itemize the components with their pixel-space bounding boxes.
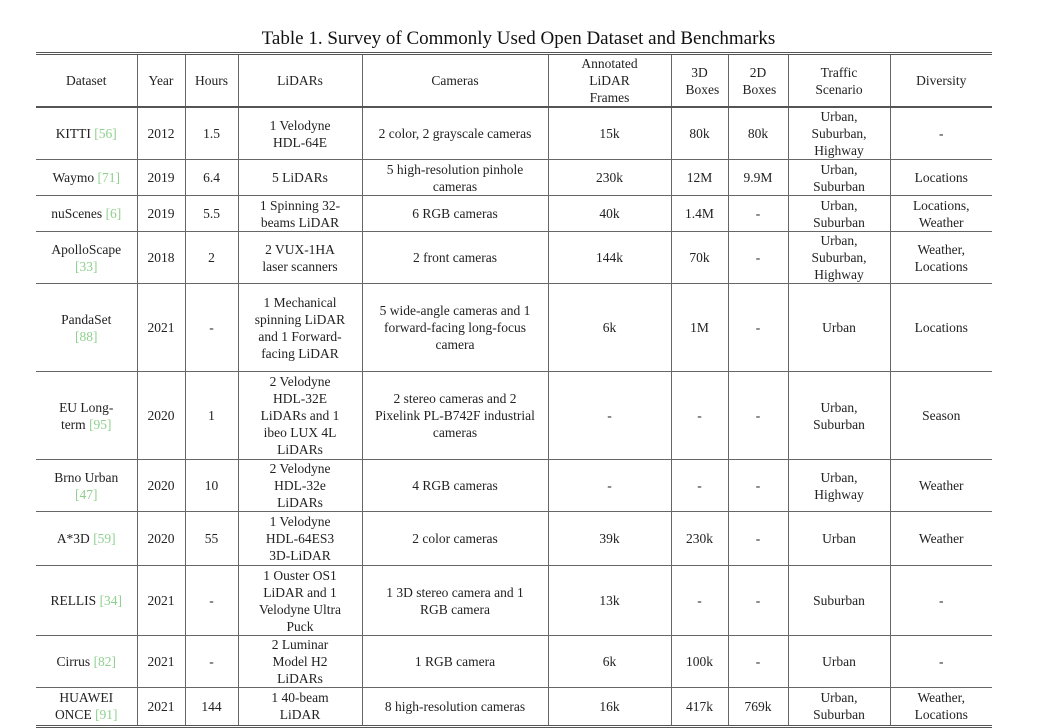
cell-traffic-scenario xyxy=(788,160,890,196)
cell-lidars-text: 2 Velodyne HDL-32E LiDARs and 1 ibeo LUX 4L LiDARs xyxy=(260,374,340,457)
cell-lidars xyxy=(238,284,362,372)
cell-year-text: 2021 xyxy=(147,593,175,608)
cell-lidars-text: 2 VUX-1HA laser scanners xyxy=(262,241,338,274)
cell-3d-boxes xyxy=(671,284,728,372)
cell-hours-text: 55 xyxy=(204,531,219,546)
cell-lidars-text: 5 LiDARs xyxy=(272,170,328,185)
cell-2d-boxes-text: 769k xyxy=(744,698,772,714)
cell-cameras xyxy=(362,512,548,566)
cell-traffic-scenario xyxy=(788,107,890,160)
table-row xyxy=(36,284,992,372)
cell-diversity xyxy=(890,160,992,196)
cell-diversity-text: Season xyxy=(922,408,961,423)
cell-3d-boxes-text: - xyxy=(697,408,702,423)
cell-traffic-scenario-text: Urban, Highway xyxy=(814,469,864,502)
cell-diversity-text: Weather xyxy=(918,478,964,493)
cell-2d-boxes-text: - xyxy=(755,593,761,608)
cell-hours-text: 1 xyxy=(208,408,215,423)
cell-annotated-frames xyxy=(548,107,671,160)
cell-3d-boxes-text: 80k xyxy=(689,126,710,141)
survey-table-container xyxy=(36,52,992,728)
cell-lidars-text: 1 Velodyne HDL-64E xyxy=(269,117,331,150)
cell-cameras xyxy=(362,460,548,512)
cell-cameras-text: 2 front cameras xyxy=(413,250,497,265)
cell-cameras xyxy=(362,636,548,688)
cell-cameras-text: 2 color, 2 grayscale cameras xyxy=(378,126,532,141)
dataset-name: nuScenes xyxy=(51,206,103,221)
cell-lidars-text: 2 Velodyne HDL-32e LiDARs xyxy=(269,461,331,510)
cell-3d-boxes-text: 70k xyxy=(689,250,710,265)
cell-lidars xyxy=(238,636,362,688)
cell-lidars-text: 1 Ouster OS1 LiDAR and 1 Velodyne Ultra Puck xyxy=(258,567,342,634)
header-annotated-frames: Annotated LiDAR Frames xyxy=(548,55,671,107)
cell-hours xyxy=(185,284,238,372)
citation-link[interactable]: [33] xyxy=(75,258,98,274)
cell-annotated-frames-text: 230k xyxy=(596,170,623,185)
citation-link[interactable]: [88] xyxy=(75,328,98,344)
cell-annotated-frames-text: 39k xyxy=(599,531,620,546)
cell-traffic-scenario-text: Urban, Suburban xyxy=(813,399,865,432)
citation-link[interactable]: [95] xyxy=(89,416,112,432)
cell-hours xyxy=(185,688,238,725)
citation-link[interactable]: [71] xyxy=(97,170,121,185)
header-year: Year xyxy=(137,55,185,107)
cell-year xyxy=(137,196,185,232)
cell-3d-boxes xyxy=(671,636,728,688)
cell-year-text: 2021 xyxy=(147,320,175,335)
cell-2d-boxes-text: - xyxy=(755,408,761,423)
cell-annotated-frames xyxy=(548,460,671,512)
cell-hours xyxy=(185,636,238,688)
cell-annotated-frames xyxy=(548,372,671,460)
dataset-name: HUAWEI ONCE xyxy=(54,690,114,723)
cell-hours-text: 144 xyxy=(201,698,222,714)
cell-3d-boxes xyxy=(671,566,728,636)
cell-year xyxy=(137,284,185,372)
table-row xyxy=(36,196,992,232)
cell-diversity xyxy=(890,284,992,372)
cell-annotated-frames xyxy=(548,284,671,372)
cell-2d-boxes-text: - xyxy=(755,478,761,493)
cell-hours xyxy=(185,372,238,460)
cell-cameras xyxy=(362,372,548,460)
header-hours: Hours xyxy=(185,55,238,107)
cell-traffic-scenario-text: Urban, Suburban xyxy=(813,690,865,723)
cell-annotated-frames xyxy=(548,160,671,196)
header-traffic-scenario: Traffic Scenario xyxy=(788,55,890,107)
cell-2d-boxes-text: - xyxy=(755,320,761,335)
cell-lidars-text: 2 Luminar Model H2 LiDARs xyxy=(271,637,329,686)
cell-cameras xyxy=(362,688,548,725)
cell-2d-boxes xyxy=(728,460,788,512)
cell-diversity xyxy=(890,688,992,725)
cell-cameras-text: 6 RGB cameras xyxy=(412,206,498,221)
cell-2d-boxes xyxy=(728,512,788,566)
cell-cameras-text: 4 RGB cameras xyxy=(412,478,498,493)
cell-cameras xyxy=(362,196,548,232)
cell-traffic-scenario-text: Urban xyxy=(822,531,856,546)
cell-2d-boxes-text: - xyxy=(755,654,761,669)
cell-3d-boxes-text: 1.4M xyxy=(685,206,714,221)
citation-link[interactable]: [82] xyxy=(93,654,117,669)
cell-annotated-frames xyxy=(548,688,671,725)
cell-3d-boxes xyxy=(671,196,728,232)
cell-traffic-scenario xyxy=(788,460,890,512)
cell-lidars xyxy=(238,232,362,284)
cell-cameras xyxy=(362,284,548,372)
cell-hours xyxy=(185,460,238,512)
cell-year xyxy=(137,372,185,460)
cell-year-text: 2020 xyxy=(147,478,175,493)
cell-hours xyxy=(185,107,238,160)
cell-cameras-text: 1 3D stereo camera and 1 RGB camera xyxy=(386,584,524,617)
cell-2d-boxes-text: 9.9M xyxy=(743,170,773,185)
cell-traffic-scenario xyxy=(788,372,890,460)
table-row xyxy=(36,460,992,512)
table-row xyxy=(36,512,992,566)
cell-annotated-frames xyxy=(548,512,671,566)
cell-traffic-scenario-text: Urban, Suburban, Highway xyxy=(811,233,867,282)
cell-3d-boxes-text: 230k xyxy=(686,531,713,546)
cell-diversity-text: Weather, Locations xyxy=(914,690,968,723)
header-row xyxy=(36,55,992,107)
cell-annotated-frames xyxy=(548,232,671,284)
cell-cameras-text: 8 high-resolution cameras xyxy=(384,698,526,714)
cell-lidars-text: 1 Velodyne HDL-64ES3 3D-LiDAR xyxy=(265,514,335,563)
cell-diversity xyxy=(890,566,992,636)
table-row xyxy=(36,372,992,460)
citation-link[interactable]: [6] xyxy=(105,206,122,221)
cell-cameras-text: 2 stereo cameras and 2 Pixelink PL-B742F industrial cameras xyxy=(375,391,535,440)
cell-dataset xyxy=(36,636,137,688)
cell-diversity xyxy=(890,232,992,284)
citation-link[interactable]: [59] xyxy=(93,531,116,546)
cell-2d-boxes xyxy=(728,232,788,284)
cell-annotated-frames-text: 15k xyxy=(599,126,620,141)
cell-dataset xyxy=(36,284,137,372)
cell-traffic-scenario-text: Urban, Suburban xyxy=(813,161,865,194)
cell-hours xyxy=(185,232,238,284)
dataset-name: KITTI xyxy=(55,126,91,141)
cell-dataset xyxy=(36,512,137,566)
cell-2d-boxes xyxy=(728,688,788,725)
citation-link[interactable]: [34] xyxy=(99,593,123,608)
cell-year xyxy=(137,160,185,196)
table-row xyxy=(36,160,992,196)
cell-lidars-text: 1 Mechanical spinning LiDAR and 1 Forward-facing LiDAR xyxy=(254,294,346,361)
table-row xyxy=(36,232,992,284)
cell-annotated-frames-text: 16k xyxy=(599,698,620,714)
cell-traffic-scenario-text: Urban xyxy=(822,320,856,335)
cell-lidars xyxy=(238,107,362,160)
cell-diversity-text: Weather xyxy=(918,531,964,546)
cell-3d-boxes-text: - xyxy=(697,593,702,608)
cell-2d-boxes xyxy=(728,160,788,196)
cell-year-text: 2012 xyxy=(147,126,175,141)
cell-hours-text: - xyxy=(209,593,214,608)
cell-cameras xyxy=(362,160,548,196)
cell-2d-boxes-text: - xyxy=(755,250,761,265)
cell-dataset xyxy=(36,232,137,284)
cell-hours-text: - xyxy=(209,654,214,669)
cell-lidars xyxy=(238,196,362,232)
cell-hours-text: 10 xyxy=(204,478,219,493)
cell-2d-boxes xyxy=(728,196,788,232)
cell-year xyxy=(137,460,185,512)
header-2d-boxes: 2D Boxes xyxy=(728,55,788,107)
cell-lidars xyxy=(238,566,362,636)
cell-diversity-text: - xyxy=(939,593,944,608)
cell-traffic-scenario-text: Urban xyxy=(822,654,856,669)
header-diversity: Diversity xyxy=(890,55,992,107)
cell-3d-boxes xyxy=(671,372,728,460)
dataset-name: Waymo xyxy=(52,170,95,185)
cell-dataset xyxy=(36,372,137,460)
cell-annotated-frames-text: 6k xyxy=(602,320,617,335)
cell-traffic-scenario xyxy=(788,688,890,725)
cell-2d-boxes-text: 80k xyxy=(747,126,769,141)
cell-traffic-scenario xyxy=(788,512,890,566)
header-dataset: Dataset xyxy=(36,55,137,107)
cell-lidars-text: 1 Spinning 32-beams LiDAR xyxy=(259,197,341,230)
cell-hours xyxy=(185,512,238,566)
cell-2d-boxes xyxy=(728,284,788,372)
cell-3d-boxes xyxy=(671,107,728,160)
table-caption: Table 1. Survey of Commonly Used Open Dataset and Benchmarks xyxy=(261,28,776,49)
cell-year-text: 2021 xyxy=(147,698,175,714)
cell-diversity-text: Locations, Weather xyxy=(912,197,970,230)
cell-year xyxy=(137,688,185,725)
cell-2d-boxes xyxy=(728,566,788,636)
cell-year-text: 2020 xyxy=(147,408,175,423)
header-3d-boxes: 3D Boxes xyxy=(671,55,728,107)
dataset-name: PandaSet xyxy=(61,311,112,327)
table-row xyxy=(36,636,992,688)
cell-2d-boxes-text: - xyxy=(755,206,761,221)
cell-2d-boxes xyxy=(728,107,788,160)
cell-lidars xyxy=(238,160,362,196)
cell-3d-boxes-text: 417k xyxy=(686,698,713,714)
survey-table xyxy=(36,55,992,725)
cell-annotated-frames-text: 13k xyxy=(599,593,620,608)
cell-year xyxy=(137,107,185,160)
cell-diversity xyxy=(890,512,992,566)
cell-cameras-text: 5 wide-angle cameras and 1 forward-facing long-focus camera xyxy=(379,303,531,352)
cell-lidars xyxy=(238,460,362,512)
cell-3d-boxes xyxy=(671,512,728,566)
header-lidars: LiDARs xyxy=(238,55,362,107)
cell-lidars-text: 1 40-beam LiDAR xyxy=(271,690,329,723)
cell-diversity-text: Weather, Locations xyxy=(914,241,968,274)
cell-annotated-frames-text: 144k xyxy=(596,250,623,265)
table-row xyxy=(36,107,992,160)
cell-2d-boxes xyxy=(728,372,788,460)
cell-year xyxy=(137,636,185,688)
dataset-name: Cirrus xyxy=(56,654,91,669)
cell-cameras-text: 1 RGB camera xyxy=(414,654,496,669)
cell-year-text: 2018 xyxy=(147,250,175,265)
cell-traffic-scenario-text: Suburban xyxy=(813,593,865,608)
cell-3d-boxes xyxy=(671,232,728,284)
cell-dataset xyxy=(36,460,137,512)
cell-diversity xyxy=(890,636,992,688)
cell-diversity xyxy=(890,460,992,512)
cell-year-text: 2021 xyxy=(147,654,175,669)
cell-annotated-frames xyxy=(548,196,671,232)
cell-hours xyxy=(185,566,238,636)
cell-hours-text: 6.4 xyxy=(203,170,220,185)
cell-lidars xyxy=(238,372,362,460)
cell-cameras-text: 2 color cameras xyxy=(412,531,498,546)
cell-diversity xyxy=(890,372,992,460)
cell-3d-boxes-text: 1M xyxy=(690,320,709,335)
cell-2d-boxes xyxy=(728,636,788,688)
cell-traffic-scenario-text: Urban, Suburban, Highway xyxy=(811,109,867,158)
header-cameras: Cameras xyxy=(362,55,548,107)
cell-hours-text: 2 xyxy=(208,250,215,265)
dataset-name: A*3D xyxy=(56,531,90,546)
cell-year xyxy=(137,232,185,284)
cell-3d-boxes xyxy=(671,688,728,725)
cell-year xyxy=(137,512,185,566)
cell-traffic-scenario xyxy=(788,232,890,284)
cell-hours xyxy=(185,196,238,232)
cell-annotated-frames xyxy=(548,566,671,636)
cell-cameras xyxy=(362,232,548,284)
dataset-name: EU Long-term xyxy=(59,399,114,432)
cell-diversity-text: Locations xyxy=(914,170,968,185)
table-row xyxy=(36,688,992,725)
cell-annotated-frames-text: - xyxy=(607,478,612,493)
cell-year-text: 2019 xyxy=(147,206,175,221)
dataset-name: Brno Urban xyxy=(54,469,119,485)
cell-hours-text: - xyxy=(209,320,214,335)
citation-link[interactable]: [47] xyxy=(75,486,98,502)
cell-diversity-text: - xyxy=(939,654,944,669)
cell-cameras xyxy=(362,107,548,160)
cell-dataset xyxy=(36,196,137,232)
dataset-name: RELLIS xyxy=(50,593,97,608)
cell-hours xyxy=(185,160,238,196)
cell-year-text: 2019 xyxy=(147,170,175,185)
cell-traffic-scenario-text: Urban, Suburban xyxy=(813,197,865,230)
citation-link[interactable]: [91] xyxy=(95,707,118,723)
cell-3d-boxes-text: 12M xyxy=(686,170,713,185)
cell-year-text: 2020 xyxy=(147,531,175,546)
cell-hours-text: 1.5 xyxy=(203,126,220,141)
cell-annotated-frames-text: 40k xyxy=(599,206,620,221)
cell-traffic-scenario xyxy=(788,636,890,688)
cell-dataset xyxy=(36,566,137,636)
citation-link[interactable]: [56] xyxy=(94,126,117,141)
cell-traffic-scenario xyxy=(788,284,890,372)
cell-3d-boxes xyxy=(671,160,728,196)
cell-annotated-frames xyxy=(548,636,671,688)
cell-dataset xyxy=(36,107,137,160)
cell-diversity xyxy=(890,107,992,160)
cell-3d-boxes xyxy=(671,460,728,512)
cell-hours-text: 5.5 xyxy=(203,206,220,221)
cell-traffic-scenario xyxy=(788,196,890,232)
cell-lidars xyxy=(238,512,362,566)
cell-diversity-text: - xyxy=(939,126,944,141)
cell-annotated-frames-text: - xyxy=(607,408,612,423)
cell-3d-boxes-text: 100k xyxy=(686,654,713,669)
cell-2d-boxes-text: - xyxy=(755,531,761,546)
dataset-name: ApolloScape xyxy=(51,241,122,257)
cell-lidars xyxy=(238,688,362,725)
table-row xyxy=(36,566,992,636)
cell-dataset xyxy=(36,688,137,725)
cell-year xyxy=(137,566,185,636)
cell-traffic-scenario xyxy=(788,566,890,636)
cell-3d-boxes-text: - xyxy=(697,478,702,493)
cell-dataset xyxy=(36,160,137,196)
cell-cameras xyxy=(362,566,548,636)
cell-diversity xyxy=(890,196,992,232)
cell-cameras-text: 5 high-resolution pinhole cameras xyxy=(386,161,524,194)
cell-diversity-text: Locations xyxy=(914,320,968,335)
cell-annotated-frames-text: 6k xyxy=(602,654,617,669)
